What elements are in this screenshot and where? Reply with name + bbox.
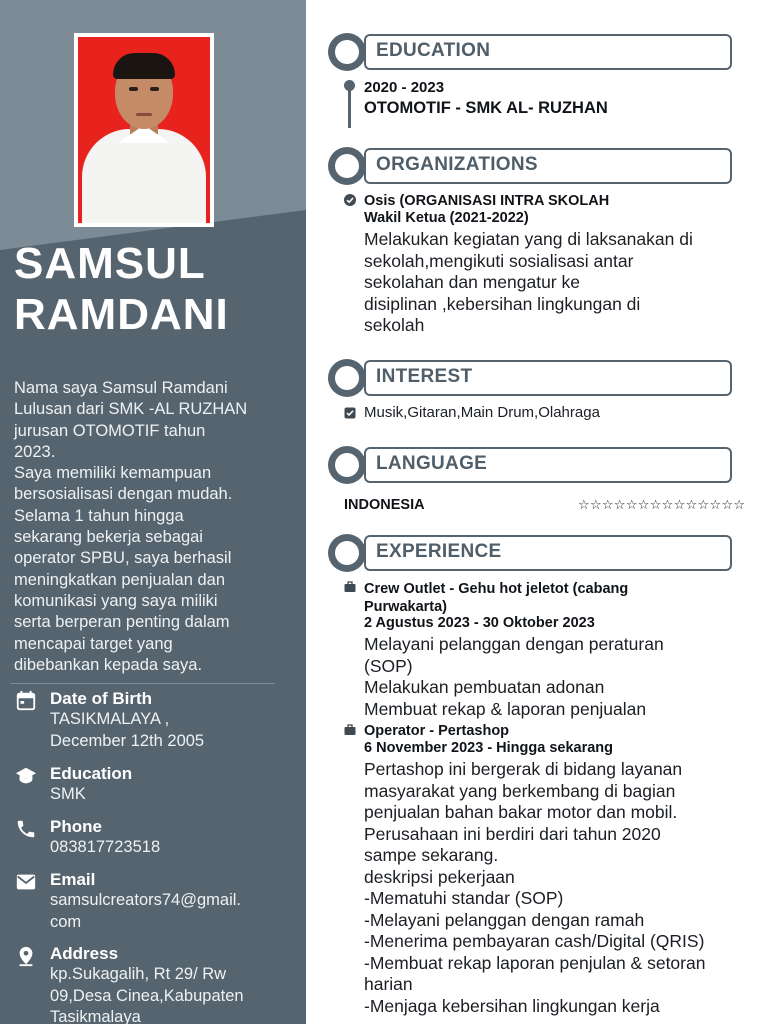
email-value-line1[interactable]: samsulcreators74@gmail.	[50, 891, 241, 909]
location-pin-icon	[14, 945, 38, 967]
first-name: SAMSUL	[14, 239, 206, 288]
language-name: INDONESIA	[344, 497, 425, 513]
job1-dates: 2 Agustus 2023 - 30 Oktober 2023	[364, 615, 595, 631]
education-value: SMK	[50, 785, 86, 803]
check-badge-icon	[344, 194, 356, 206]
timeline-line	[348, 86, 351, 128]
email-label: Email	[50, 870, 96, 889]
address-line2: 09,Desa Cinea,Kabupaten	[50, 986, 244, 1005]
section-experience-header	[328, 533, 734, 573]
education-years: 2020 - 2023	[364, 79, 445, 96]
email-value-line2[interactable]: com	[50, 912, 82, 931]
section-title: EXPERIENCE	[376, 541, 502, 562]
language-rating-stars: ☆☆☆☆☆☆☆☆☆☆☆☆☆☆	[578, 497, 746, 512]
phone-icon	[14, 818, 38, 840]
email-block	[14, 869, 299, 933]
interest-items: Musik,Gitaran,Main Drum,Olahraga	[364, 404, 600, 421]
section-language-header	[328, 445, 734, 485]
address-line3: Tasikmalaya	[50, 1008, 141, 1024]
bio-text: Nama saya Samsul Ramdani Lulusan dari SMK -AL RUZHAN jurusan OTOMOTIF tahun 2023. Saya memiliki kemampuan bersosialisasi dengan mudah. Selama 1 tahun hingga sekarang bekerja sebagai operator SPBU, saya berhasil meningkatkan penjualan dan komunikasi yang saya miliki serta berperan penting dalam mencapai target yang dibebankan kepada saya.	[14, 379, 248, 674]
dob-place: TASIKMALAYA ,	[50, 710, 170, 728]
section-organizations-header	[328, 146, 734, 186]
ring-icon	[328, 534, 366, 572]
education-school: OTOMOTIF - SMK AL- RUZHAN	[364, 99, 608, 117]
section-title: ORGANIZATIONS	[376, 154, 538, 175]
job2-description: Pertashop ini bergerak di bidang layanan masyarakat yang berkembang di bagian penjualan bahan bakar motor dan mobil. Perusahaan ini berdiri dari tahun 2020 sampe sekarang. deskripsi pekerjaan -Mematuhi standar (SOP) -Melayani pelanggan dengan ramah -Menerima pembayaran cash/Digital (QRIS) -Membuat rekap laporan penjulan & setoran harian -Menjaga kebersihan lingkungan kerja	[364, 759, 706, 1016]
sidebar	[0, 0, 306, 1024]
address-line1: kp.Sukagalih, Rt 29/ Rw	[50, 965, 227, 983]
briefcase-icon	[344, 724, 356, 736]
calendar-icon	[14, 690, 38, 712]
section-title: EDUCATION	[376, 40, 491, 61]
profile-photo	[74, 33, 214, 227]
dob-date: December 12th 2005	[50, 731, 205, 750]
section-title: INTEREST	[376, 366, 473, 387]
phone-block	[14, 816, 299, 859]
section-education-header	[328, 32, 734, 72]
profile-photo-image	[78, 37, 210, 223]
person-name	[14, 238, 304, 340]
org-role: Wakil Ketua (2021-2022)	[364, 210, 529, 226]
ring-icon	[328, 147, 366, 185]
section-interest-header	[328, 358, 734, 398]
checkbox-icon	[344, 407, 356, 419]
email-icon	[14, 871, 38, 893]
last-name: RAMDANI	[14, 290, 229, 339]
dob-label: Date of Birth	[50, 689, 152, 708]
phone-label: Phone	[50, 817, 102, 836]
phone-value[interactable]: 083817723518	[50, 838, 161, 856]
job1-title: Crew Outlet - Gehu hot jeletot (cabang Purwakarta)	[364, 581, 629, 615]
address-label: Address	[50, 944, 119, 963]
education-label: Education	[50, 764, 133, 783]
graduation-cap-icon	[14, 765, 38, 787]
section-title: LANGUAGE	[376, 453, 488, 474]
dob-block	[14, 688, 299, 752]
address-block	[14, 943, 299, 1024]
job2-title: Operator - Pertashop	[364, 723, 510, 739]
job1-description: Melayani pelanggan dengan peraturan (SOP) Melakukan pembuatan adonan Membuat rekap & laporan penjualan	[364, 634, 664, 719]
ring-icon	[328, 33, 366, 71]
education-block	[14, 763, 299, 806]
org-description: Melakukan kegiatan yang di laksanakan di sekolah,mengikuti sosialisasi antar sekolahan dan mengatur ke disiplinan ,kebersihan lingkungan di sekolah	[364, 229, 693, 335]
sidebar-divider	[10, 683, 275, 684]
job2-dates: 6 November 2023 - Hingga sekarang	[364, 740, 614, 756]
ring-icon	[328, 446, 366, 484]
briefcase-icon	[344, 581, 356, 593]
org-name: Osis (ORGANISASI INTRA SKOLAH	[364, 193, 610, 209]
ring-icon	[328, 359, 366, 397]
